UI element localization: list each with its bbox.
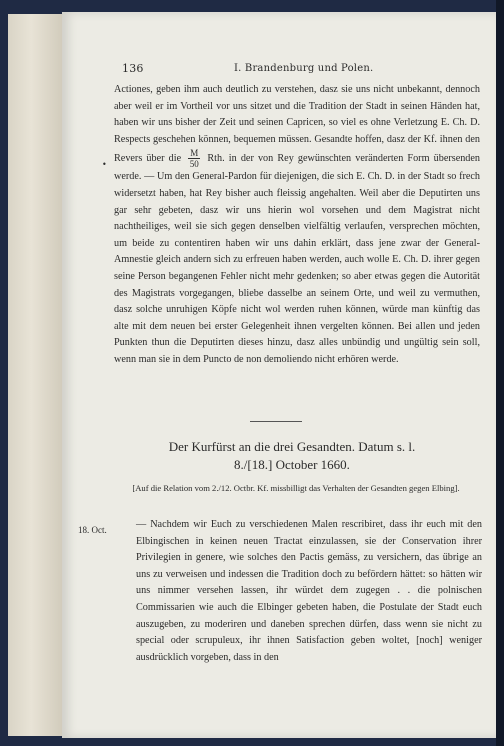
section-heading-line-2: 8./[18.] October 1660. — [234, 457, 350, 472]
margin-mark: • — [102, 160, 107, 169]
book-page — [62, 12, 496, 738]
fraction — [188, 148, 200, 169]
paragraph-1 — [114, 82, 480, 369]
paragraph-1-text-b: Rth. in der von Rey gewünschten veränderten Form übersenden werde. — Um den General-Pardon für diejenigen, die sich E. Ch. D. in der Stadt so frech widersetzt haben, hat Rey bisher auch fleissig angehalten. Weil aber die Deputirten uns gar sehr gebeten, dasz wir uns hierin wol vorsehen und dem Magistrat nicht nachtheiliges, weil sie sich gegen denselben vielfältig verlaufen, versprechen möchten, um beide zu contentiren haben wir uns dahin erklärt, dass jene zwar der General-Amnestie gleich andern sich zu erfreuen haben werden, auch wolle E. Ch. D. ihrer gegen seine Person begangenen Fehler nicht mehr gedenken; so aber etwas gegen die Autorität des Magistrats vorgegangen, bliebe dasselbe an seinem Orte, und weil zu vermuthen, dasz solche unruhigen Köpfe nicht wol werden ruhen können, würde man künftig das alte mit dem neuen bei erster Gelegenheit ihnen vergelten können. Bei allen und jeden Punkten thun die Deputirten dieses hinzu, dasz alles unbündig und ungültig sein soll, wenn man sie in dem Puncto de non demoliendo nicht erhören werde. — [114, 153, 481, 365]
page-number: 136 — [122, 62, 144, 75]
fraction-denominator: 50 — [189, 159, 199, 170]
section-heading — [102, 438, 482, 474]
section-heading-line-1: Der Kurfürst an die drei Gesandten. Datum s. l. — [168, 439, 416, 454]
paragraph-1-text-a: Actiones, geben ihm auch deutlich zu verstehen, dasz sie uns nicht unbekannt, dennoch aber weil er im Vortheil vor uns sitzet und die Tradition der Stadt in seinen Händen hat, haben wir uns bisher der Zeit und seinen Capricen, so viel es ohne Verletzung E. Ch. D. Respects geschehen können, bequemen müssen. Gesandte hoffen, dasz der Kf. ihnen den Revers über die — [114, 84, 480, 165]
running-title: I. Brandenburg und Polen. — [234, 63, 374, 74]
fraction-numerator: M — [190, 148, 199, 159]
section-note: [Auf die Relation vom 2./12. Octbr. Kf. missbilligt das Verhalten der Gesandten gegen Elbing]. — [132, 483, 460, 493]
paragraph-2: — Nachdem wir Euch zu verschiedenen Malen rescribiret, dass ihr euch mit den Elbingischen in keinen neuen Tractat einzulassen, sie der Conservation ihrer Privilegien in genere, wie solches den Pactis gemäss, zu versichern, das übrige an uns zu verweisen und indessen die Tradition doch zu befördern hättet: so hätten wir uns nimmer versehen lassen, ihr würdet dem zugegen . . die polnischen Commissarien wie auch die Elbinger gebeten haben, die Postulate der Stadt euch auszugeben, zu moderiren und daneben sprechen dürfen, dass wenn sie nicht zu special oder scrupuleux, ihr ihnen Satisfaction geben woltet, [noch] weniger ausdrücklich vorgeben, dass in den — [136, 519, 482, 663]
margin-date: 18. Oct. — [78, 525, 107, 535]
window-edge — [496, 0, 504, 746]
section-divider — [250, 421, 302, 422]
book-page-edges — [8, 14, 66, 736]
